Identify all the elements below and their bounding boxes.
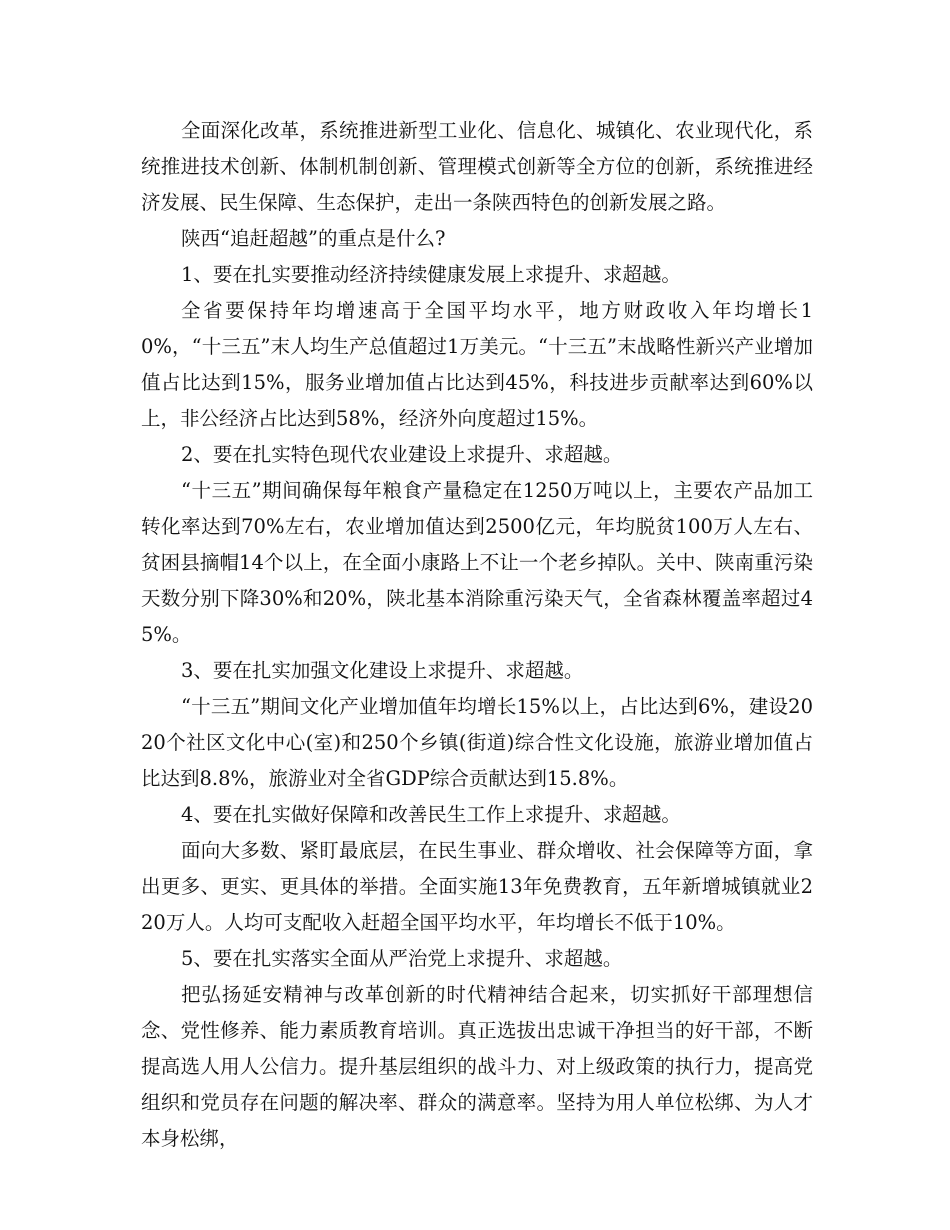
document-body bbox=[141, 113, 813, 1157]
paragraph-point-4-body: 面向大多数、紧盯最底层，在民生事业、群众增收、社会保障等方面，拿出更多、更实、更具体的举措。全面实施13年免费教育，五年新增城镇就业220万人。人均可支配收入赶超全国平均水平，年均增长不低于10%。 bbox=[141, 839, 813, 934]
paragraph-question-heading: 陕西“追赶超越”的重点是什么? bbox=[181, 227, 446, 250]
paragraph-reform-intro: 全面深化改革，系统推进新型工业化、信息化、城镇化、农业现代化，系统推进技术创新、体制机制创新、管理模式创新等全方位的创新，系统推进经济发展、民生保障、生态保护，走出一条陕西特色的创新发展之路。 bbox=[141, 119, 813, 214]
paragraph-point-3-heading: 3、要在扎实加强文化建设上求提升、求超越。 bbox=[181, 659, 584, 682]
paragraph-point-3-body: “十三五”期间文化产业增加值年均增长15%以上，占比达到6%，建设2020个社区文化中心(室)和250个乡镇(街道)综合性文化设施，旅游业增加值占比达到8.8%，旅游业对全省GDP综合贡献达到15.8%。 bbox=[141, 695, 813, 790]
paragraph-point-4-heading: 4、要在扎实做好保障和改善民生工作上求提升、求超越。 bbox=[181, 803, 681, 826]
paragraph-point-2-body: “十三五”期间确保每年粮食产量稳定在1250万吨以上，主要农产品加工转化率达到70%左右，农业增加值达到2500亿元，年均脱贫100万人左右、贫困县摘帽14个以上，在全面小康路上不让一个老乡掉队。关中、陕南重污染天数分别下降30%和20%，陕北基本消除重污染天气，全省森林覆盖率超过45%。 bbox=[141, 479, 813, 646]
paragraph-point-1-heading: 1、要在扎实要推动经济持续健康发展上求提升、求超越。 bbox=[181, 263, 681, 286]
paragraph-point-1-body: 全省要保持年均增速高于全国平均水平，地方财政收入年均增长10%，“十三五”末人均生产总值超过1万美元。“十三五”末战略性新兴产业增加值占比达到15%，服务业增加值占比达到45%，科技进步贡献率达到60%以上，非公经济占比达到58%，经济外向度超过15%。 bbox=[141, 299, 813, 430]
paragraph-point-2-heading: 2、要在扎实特色现代农业建设上求提升、求超越。 bbox=[181, 443, 623, 466]
paragraph-point-5-heading: 5、要在扎实落实全面从严治党上求提升、求超越。 bbox=[181, 947, 623, 970]
paragraph-point-5-body: 把弘扬延安精神与改革创新的时代精神结合起来，切实抓好干部理想信念、党性修养、能力素质教育培训。真正选拔出忠诚干净担当的好干部，不断提高选人用人公信力。提升基层组织的战斗力、对上级政策的执行力，提高党组织和党员存在问题的解决率、群众的满意率。坚持为用人单位松绑、为人才本身松绑， bbox=[141, 983, 813, 1150]
